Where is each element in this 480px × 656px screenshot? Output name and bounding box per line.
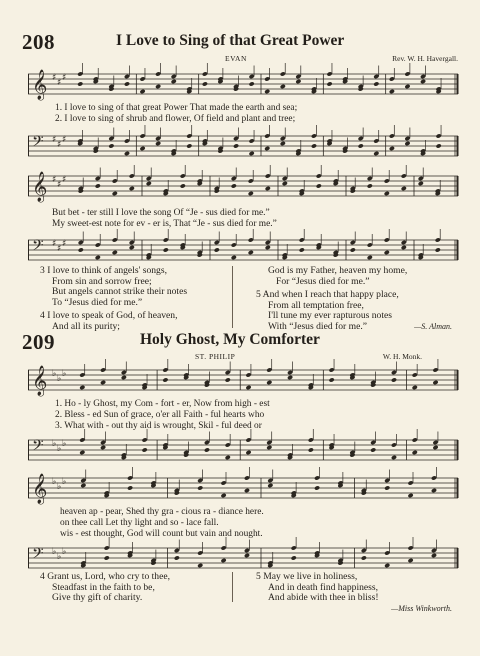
note-head <box>244 488 250 493</box>
treble-clef-icon: 𝄞 <box>32 366 48 396</box>
note-head <box>367 255 373 260</box>
note-head <box>389 146 395 151</box>
text-credit: —Miss Winkworth. <box>391 604 452 613</box>
note-head <box>221 493 227 498</box>
note-head <box>155 84 161 89</box>
column-divider <box>232 266 233 328</box>
note-head <box>432 380 438 385</box>
note-head <box>197 563 203 568</box>
lyric-line: My sweet-est note for ev - er is, That “Je - sus died for me.” <box>52 219 277 229</box>
key-signature-accidental: ♭ <box>52 547 57 557</box>
note-head <box>435 247 441 252</box>
note-head <box>404 141 410 146</box>
note-head <box>163 247 169 252</box>
note-head <box>432 445 438 450</box>
note-head <box>350 247 356 252</box>
lyric-line: wis - est thought, God will count but vain and nought. <box>60 529 263 539</box>
music-staff-bass <box>28 132 458 162</box>
note-head <box>265 245 271 250</box>
note-head <box>408 493 414 498</box>
bass-clef-icon: 𝄢 <box>32 237 44 258</box>
stanza-line: With “Jesus died for me.” <box>268 320 367 332</box>
key-signature-accidental: ♭ <box>57 374 62 384</box>
note-head <box>287 375 293 380</box>
key-signature-accidental: ♭ <box>62 439 67 449</box>
key-signature-accidental: ♯ <box>52 239 57 249</box>
stanza-line: 5 May we live in holiness, <box>256 571 358 582</box>
note-head <box>225 455 231 460</box>
note-head <box>401 186 407 191</box>
note-head <box>79 450 85 455</box>
note-head <box>100 380 106 385</box>
stanza-line: To “Jesus died for me.” <box>52 296 143 308</box>
stanza-line: 4 I love to speak of God, of heaven, <box>40 310 178 322</box>
key-signature-accidental: ♭ <box>52 369 57 379</box>
key-signature-accidental: ♭ <box>62 477 67 487</box>
key-signature-accidental: ♭ <box>62 369 67 379</box>
note-head <box>129 186 135 191</box>
note-head <box>401 245 407 250</box>
key-signature-accidental: ♯ <box>62 239 67 249</box>
note-head <box>308 447 314 452</box>
note-head <box>100 445 106 450</box>
note-head <box>121 375 127 380</box>
note-head <box>233 143 239 148</box>
key-signature-accidental: ♯ <box>57 180 62 190</box>
music-staff-treble <box>28 474 458 504</box>
note-head <box>384 250 390 255</box>
stanza-line: God is my Father, heaven my home, <box>268 265 408 276</box>
hymn-title: Holy Ghost, My Comforter <box>140 331 320 348</box>
composer-credit: Rev. W. H. Havergall. <box>392 54 458 63</box>
note-head <box>231 255 237 260</box>
note-head <box>384 485 390 490</box>
note-head <box>391 455 397 460</box>
stanza-column-left <box>40 266 187 333</box>
lyric-line: on thee call Let thy light and so - lace fall. <box>60 518 219 528</box>
key-signature-accidental: ♭ <box>57 552 62 562</box>
note-head <box>370 447 376 452</box>
key-signature-accidental: ♯ <box>52 135 57 145</box>
note-head <box>112 250 118 255</box>
note-head <box>384 191 390 196</box>
composer-credit: W. H. Monk. <box>382 352 422 361</box>
bass-clef-icon: 𝄢 <box>32 437 44 458</box>
stanza-column-right <box>256 266 407 333</box>
treble-clef-icon: 𝄞 <box>32 474 48 504</box>
note-head <box>295 79 301 84</box>
stanza-line: 5 And when I reach that happy place, <box>256 289 399 301</box>
lyric-line: heaven ap - pear, Shed thy gra - cious ra - diance here. <box>60 507 264 517</box>
note-head <box>412 450 418 455</box>
note-head <box>79 385 85 390</box>
stanza-line: Steadfast in the faith to be, <box>52 581 155 593</box>
stanza-line: And all its purity; <box>52 320 120 332</box>
note-head <box>174 555 180 560</box>
note-head <box>291 555 297 560</box>
stanza-line: 3 I love to think of angels' songs, <box>40 265 167 276</box>
note-head <box>214 247 220 252</box>
note-head <box>80 483 86 488</box>
note-head <box>316 183 322 188</box>
key-signature-accidental: ♯ <box>52 73 57 83</box>
key-signature-accidental: ♯ <box>62 73 67 83</box>
key-signature-accidental: ♭ <box>52 439 57 449</box>
note-head <box>412 385 418 390</box>
note-head <box>245 385 251 390</box>
note-head <box>162 377 168 382</box>
note-head <box>431 553 437 558</box>
note-head <box>244 553 250 558</box>
note-head <box>124 81 130 86</box>
hymn-number: 208 <box>22 30 55 54</box>
note-head <box>142 447 148 452</box>
stanza-line: From sin and sorrow free; <box>52 275 152 287</box>
stanza-line: And in death find happiness, <box>268 581 379 593</box>
note-head <box>404 84 410 89</box>
note-head <box>311 143 317 148</box>
music-staff-treble <box>28 172 458 202</box>
tune-name: ST. PHILIP <box>195 352 236 361</box>
lyric-line: 3. What with - out thy aid is wrought, Skil - ful deed or <box>55 421 262 431</box>
hymn-number: 209 <box>22 330 55 354</box>
key-signature-accidental: ♯ <box>62 135 67 145</box>
note-head <box>267 483 273 488</box>
note-head <box>197 485 203 490</box>
note-head <box>155 141 161 146</box>
music-staff-bass <box>28 436 458 466</box>
tune-name: EVAN <box>225 54 247 63</box>
note-head <box>171 79 177 84</box>
key-signature-accidental: ♯ <box>57 244 62 254</box>
lyric-line: 2. I love to sing of shrub and flower, Of field and plant and tree; <box>55 114 296 124</box>
note-head <box>314 485 320 490</box>
stanza-line: From all temptation free, <box>268 299 364 311</box>
note-head <box>431 488 437 493</box>
music-staff-bass <box>28 236 458 266</box>
lyric-line: 2. Bless - ed Sun of grace, o'er all Faith - ful hearts who <box>55 410 265 420</box>
note-head <box>231 183 237 188</box>
note-head <box>146 181 152 186</box>
note-head <box>329 377 335 382</box>
note-head <box>186 143 192 148</box>
stanza-line: For “Jesus died for me.” <box>276 275 370 287</box>
key-signature-accidental: ♯ <box>62 175 67 185</box>
bass-clef-icon: 𝄢 <box>32 133 44 154</box>
stanza-line: I'll tune my ever rapturous notes <box>268 310 393 322</box>
note-head <box>180 183 186 188</box>
key-signature-accidental: ♭ <box>52 477 57 487</box>
note-head <box>202 81 208 86</box>
note-head <box>389 89 395 94</box>
stanza-column-right <box>256 572 379 604</box>
note-head <box>367 183 373 188</box>
note-head <box>248 250 254 255</box>
lyric-line: 1. Ho - ly Ghost, my Com - fort - er, Now from high - est <box>55 399 270 409</box>
note-head <box>280 84 286 89</box>
note-head <box>112 191 118 196</box>
note-head <box>108 143 114 148</box>
note-head <box>221 558 227 563</box>
note-head <box>264 89 270 94</box>
bass-clef-icon: 𝄢 <box>32 545 44 566</box>
lyric-line: But bet - ter still I love the song Of “Je - sus died for me.” <box>52 208 270 218</box>
note-head <box>418 181 424 186</box>
note-head <box>373 151 379 156</box>
note-head <box>249 151 255 156</box>
treble-clef-icon: 𝄞 <box>32 70 48 100</box>
note-head <box>436 143 442 148</box>
note-head <box>266 445 272 450</box>
note-head <box>391 377 397 382</box>
music-staff-treble <box>28 366 458 396</box>
key-signature-accidental: ♯ <box>57 78 62 88</box>
music-staff-bass <box>28 544 458 574</box>
note-head <box>266 380 272 385</box>
key-signature-accidental: ♯ <box>57 140 62 150</box>
note-head <box>127 485 133 490</box>
note-head <box>358 143 364 148</box>
note-head <box>204 447 210 452</box>
note-head <box>95 183 101 188</box>
column-divider <box>232 572 233 602</box>
note-head <box>361 555 367 560</box>
note-head <box>245 450 251 455</box>
text-credit: —S. Alman. <box>414 322 452 331</box>
lyric-line: 1. I love to sing of that great Power That made the earth and sea; <box>55 103 298 113</box>
music-staff-treble <box>28 70 458 100</box>
note-head <box>384 563 390 568</box>
stanza-line: But angels cannot strike their notes <box>52 286 188 298</box>
note-head <box>225 377 231 382</box>
note-head <box>408 558 414 563</box>
note-head <box>124 151 130 156</box>
note-head <box>280 141 286 146</box>
note-head <box>139 89 145 94</box>
stanza-line: 4 Grant us, Lord, who cry to thee, <box>40 571 171 582</box>
note-head <box>373 81 379 86</box>
note-head <box>77 81 83 86</box>
note-head <box>104 555 110 560</box>
note-head <box>326 81 332 86</box>
note-head <box>264 146 270 151</box>
note-head <box>299 247 305 252</box>
key-signature-accidental: ♯ <box>52 175 57 185</box>
note-head <box>139 146 145 151</box>
key-signature-accidental: ♭ <box>57 482 62 492</box>
note-head <box>129 245 135 250</box>
note-head <box>95 255 101 260</box>
hymn-title: I Love to Sing of that Great Power <box>116 32 345 49</box>
note-head <box>78 247 84 252</box>
key-signature-accidental: ♭ <box>62 547 67 557</box>
note-head <box>282 181 288 186</box>
stanza-line: Give thy gift of charity. <box>52 592 143 604</box>
stanza-column-left <box>40 572 170 604</box>
note-head <box>249 81 255 86</box>
stanza-line: And abide with thee in bliss! <box>268 592 379 604</box>
note-head <box>420 79 426 84</box>
note-head <box>265 186 271 191</box>
key-signature-accidental: ♭ <box>57 444 62 454</box>
note-head <box>248 191 254 196</box>
treble-clef-icon: 𝄞 <box>32 172 48 202</box>
